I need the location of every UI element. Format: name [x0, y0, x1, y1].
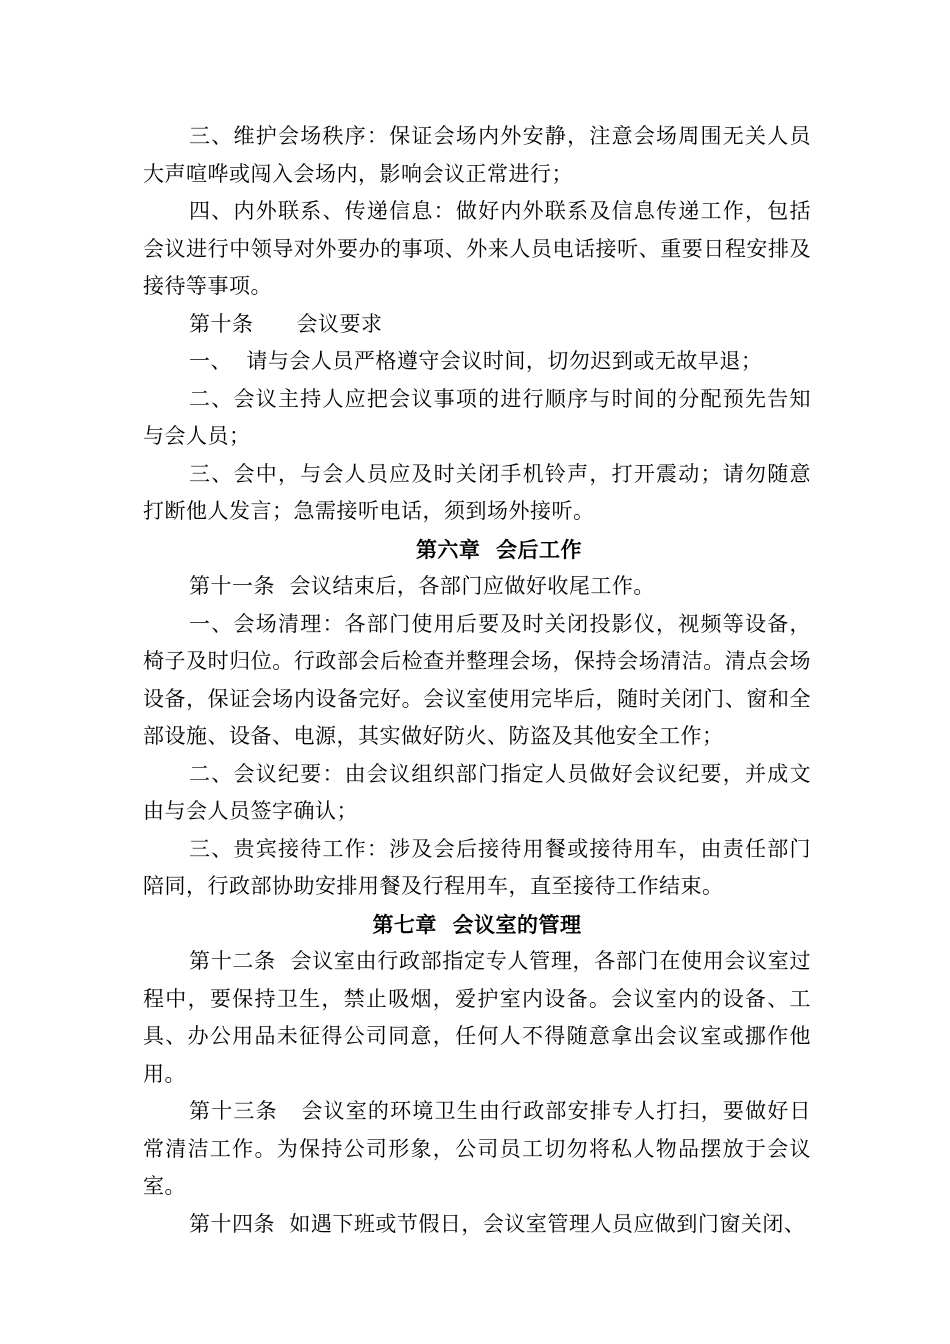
article-13-paragraph: 第十三条 会议室的环境卫生由行政部安排专人打扫，要做好日常清洁工作。为保持公司形象，公司员工切勿将私人物品摆放于会议室。: [143, 1099, 811, 1198]
paragraph-phone-silence: 三、会中，与会人员应及时关闭手机铃声，打开震动；请勿随意打断他人发言；急需接听电话，须到场外接听。: [143, 461, 811, 523]
paragraph-minutes: 二、会议纪要：由会议组织部门指定人员做好会议纪要，并成文由与会人员签字确认；: [143, 761, 811, 823]
paragraph-maintain-order: 三、维护会场秩序：保证会场内外安静，注意会场周围无关人员大声喧哗或闯入会场内，影响会议正常进行；: [143, 124, 811, 186]
chapter-7-heading: 第七章 会议室的管理: [372, 911, 582, 937]
paragraph-liaison: 四、内外联系、传递信息：做好内外联系及信息传递工作，包括会议进行中领导对外要办的事项、外来人员电话接听、重要日程安排及接待等事项。: [143, 199, 811, 298]
paragraph-vip-reception: 三、贵宾接待工作：涉及会后接待用餐或接待用车，由责任部门陪同，行政部协助安排用餐及行程用车，直至接待工作结束。: [143, 836, 811, 898]
article-11-title: 第十一条 会议结束后，各部门应做好收尾工作。: [189, 574, 655, 598]
paragraph-host-agenda: 二、会议主持人应把会议事项的进行顺序与时间的分配预先告知与会人员；: [143, 386, 811, 448]
article-12-paragraph: 第十二条 会议室由行政部指定专人管理，各部门在使用会议室过程中，要保持卫生，禁止吸烟，爱护室内设备。会议室内的设备、工具、办公用品未征得公司同意，任何人不得随意拿出会议室或挪作他用。: [143, 949, 811, 1086]
chapter-6-heading: 第六章 会后工作: [415, 536, 583, 562]
paragraph-attendance-time: 一、 请与会人员严格遵守会议时间，切勿迟到或无故早退；: [189, 349, 763, 373]
document-body: [143, 118, 811, 1243]
paragraph-venue-cleanup: 一、会场清理：各部门使用后要及时关闭投影仪，视频等设备，椅子及时归位。行政部会后检查并整理会场，保持会场清洁。清点会场设备，保证会场内设备完好。会议室使用完毕后，随时关闭门、窗和全部设施、设备、电源，其实做好防火、防盗及其他安全工作；: [143, 611, 811, 748]
article-14-paragraph: 第十四条 如遇下班或节假日，会议室管理人员应做到门窗关闭、: [189, 1211, 806, 1236]
article-10-title: 第十条 会议要求: [189, 311, 383, 336]
